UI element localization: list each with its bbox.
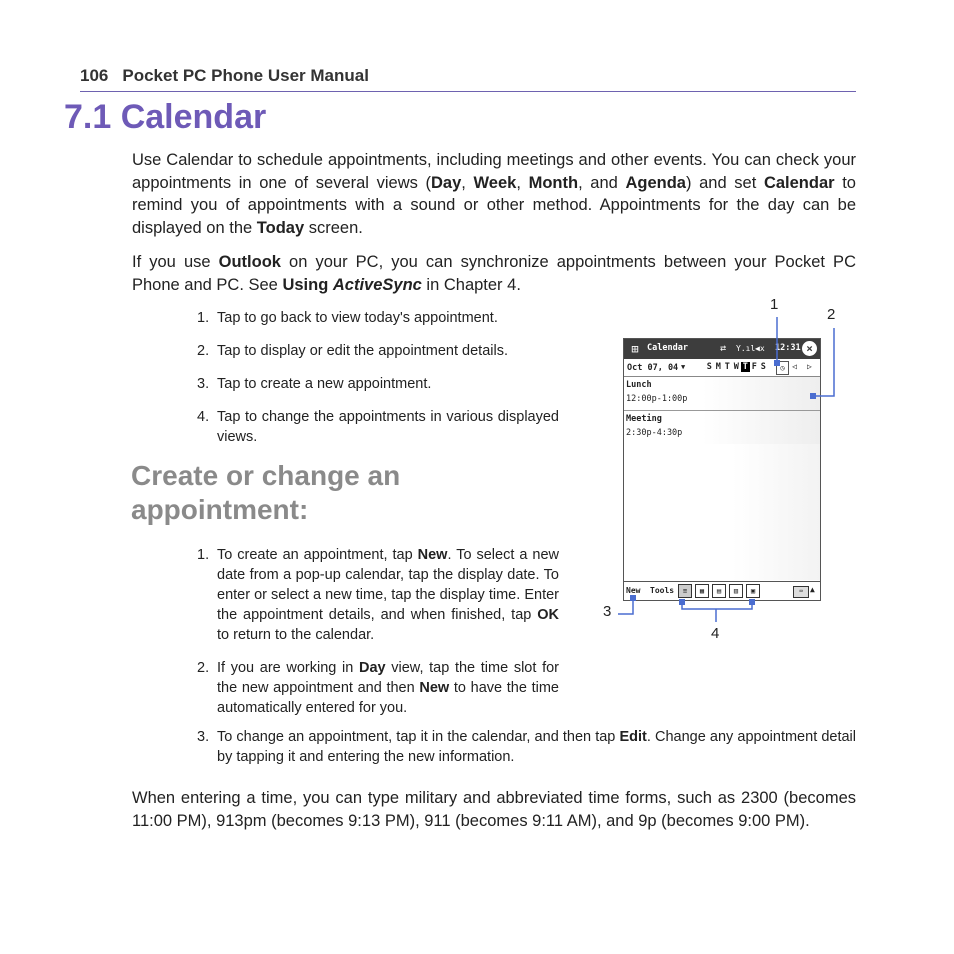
list-text: Tap to change the appointments in various displayed views.: [217, 409, 559, 445]
callout-number-1: 1: [770, 296, 779, 313]
list-item: [197, 341, 559, 361]
list-number: 1.: [197, 547, 210, 563]
week-day-strip: [705, 362, 768, 372]
start-menu-icon[interactable]: ⊞: [631, 342, 639, 356]
list-item: [197, 658, 559, 718]
weekday-button[interactable]: S: [706, 362, 713, 372]
agenda-view-icon[interactable]: ≡: [678, 584, 692, 598]
month-view-icon[interactable]: ▥: [729, 584, 743, 598]
previous-day-icon[interactable]: ◁: [792, 362, 797, 371]
section-number: 7.1: [64, 98, 112, 136]
intro-paragraph-2: If you use Outlook on your PC, you can synchronize appointments between your Pocket PC Phone and PC. See Using ActiveSync in Chapter 4.: [132, 253, 856, 294]
weekday-button[interactable]: T: [742, 362, 749, 372]
callout-list: [197, 308, 559, 460]
close-icon[interactable]: ×: [802, 341, 817, 356]
list-text: To create an appointment, tap New. To select a new date from a pop-up calendar, tap the display date. To enter or select a new time, tap the display time. Enter the appointment details, and when finished, tap OK to return to the calendar.: [217, 547, 559, 643]
list-text: To change an appointment, tap it in the calendar, and then tap Edit. Change any appointment detail by tapping it and entering the new information.: [217, 729, 856, 765]
subheading: Create or change an appointment:: [131, 460, 401, 525]
intro-paragraph-1: Use Calendar to schedule appointments, including meetings and other events. You can check your appointments in one of several views (Day, Week, Month, and Agenda) and set Calendar to remind you of appointments with a sound or other method. Appointments for the day can be displayed on the Today screen.: [132, 151, 856, 237]
tools-menu-button[interactable]: Tools: [650, 586, 675, 595]
callout-line-4: [682, 603, 752, 609]
goto-today-icon[interactable]: ◷: [776, 361, 789, 375]
list-text: Tap to display or edit the appointment details.: [217, 343, 508, 359]
list-number: 3.: [197, 376, 210, 392]
list-number: 3.: [197, 729, 210, 745]
chevron-down-icon[interactable]: ▼: [681, 363, 686, 371]
closing-paragraph: When entering a time, you can type military and abbreviated time forms, such as 2300 (becomes 11:00 PM), 913pm (becomes 9:13 PM), 911 (becomes 9:11 AM), and 9p (becomes 9:00 PM).: [132, 789, 856, 830]
app-title: Calendar: [647, 343, 688, 353]
appointment-time: 2:30p-4:30p: [626, 428, 683, 438]
page-number: 106: [80, 66, 109, 85]
speaker-icon[interactable]: ◀x: [755, 344, 765, 353]
list-item: [197, 545, 559, 645]
display-date[interactable]: Oct 07, 04: [627, 363, 679, 373]
new-menu-button[interactable]: New: [626, 586, 641, 595]
list-item: [197, 308, 559, 328]
week-view-icon[interactable]: ▤: [712, 584, 726, 598]
steps-list-continued: [197, 727, 856, 780]
list-number: 4.: [197, 409, 210, 425]
signal-icon[interactable]: Y.ıl: [736, 344, 756, 353]
list-number: 2.: [197, 660, 210, 676]
appointment-time: 12:00p-1:00p: [626, 394, 688, 404]
callout-number-2: 2: [827, 306, 836, 323]
appointment-title: Meeting: [626, 414, 662, 424]
callout-number-3: 3: [603, 603, 612, 620]
weekday-button[interactable]: F: [751, 362, 758, 372]
keyboard-icon[interactable]: ⌨: [793, 586, 809, 598]
input-panel-up-icon[interactable]: ▲: [810, 585, 815, 594]
list-item: [197, 727, 856, 767]
weekday-button[interactable]: T: [724, 362, 731, 372]
list-number: 2.: [197, 343, 210, 359]
day-view-icon[interactable]: ▦: [695, 584, 709, 598]
list-item: [197, 407, 559, 447]
list-text: Tap to create a new appointment.: [217, 376, 432, 392]
list-text: If you are working in Day view, tap the time slot for the new appointment and then New to have the time automatically entered for you.: [217, 660, 559, 716]
section-name: Calendar: [120, 98, 267, 136]
appointment-item[interactable]: [624, 411, 820, 445]
section-title: [64, 98, 266, 137]
year-view-icon[interactable]: ▣: [746, 584, 760, 598]
day-view-area[interactable]: [624, 444, 820, 580]
list-item: [197, 374, 559, 394]
weekday-button[interactable]: M: [715, 362, 722, 372]
manual-title: Pocket PC Phone User Manual: [122, 66, 369, 85]
appointment-title: Lunch: [626, 380, 652, 390]
weekday-button[interactable]: S: [760, 362, 767, 372]
list-number: 1.: [197, 310, 210, 326]
callout-line-3: [618, 599, 633, 614]
callout-number-4: 4: [711, 625, 720, 642]
title-bar: [624, 339, 820, 359]
sync-icon[interactable]: ⇄: [720, 343, 727, 354]
weekday-button[interactable]: W: [733, 362, 740, 372]
steps-list: [197, 545, 559, 731]
next-day-icon[interactable]: ▷: [807, 362, 812, 371]
list-text: Tap to go back to view today's appointment.: [217, 310, 498, 326]
running-header: [80, 66, 369, 86]
clock-time[interactable]: 12:31: [775, 343, 801, 353]
menu-bar: [624, 581, 820, 601]
date-bar: [624, 360, 820, 377]
header-rule: [80, 91, 856, 92]
appointment-item[interactable]: [624, 377, 820, 411]
calendar-screenshot: [623, 338, 821, 601]
